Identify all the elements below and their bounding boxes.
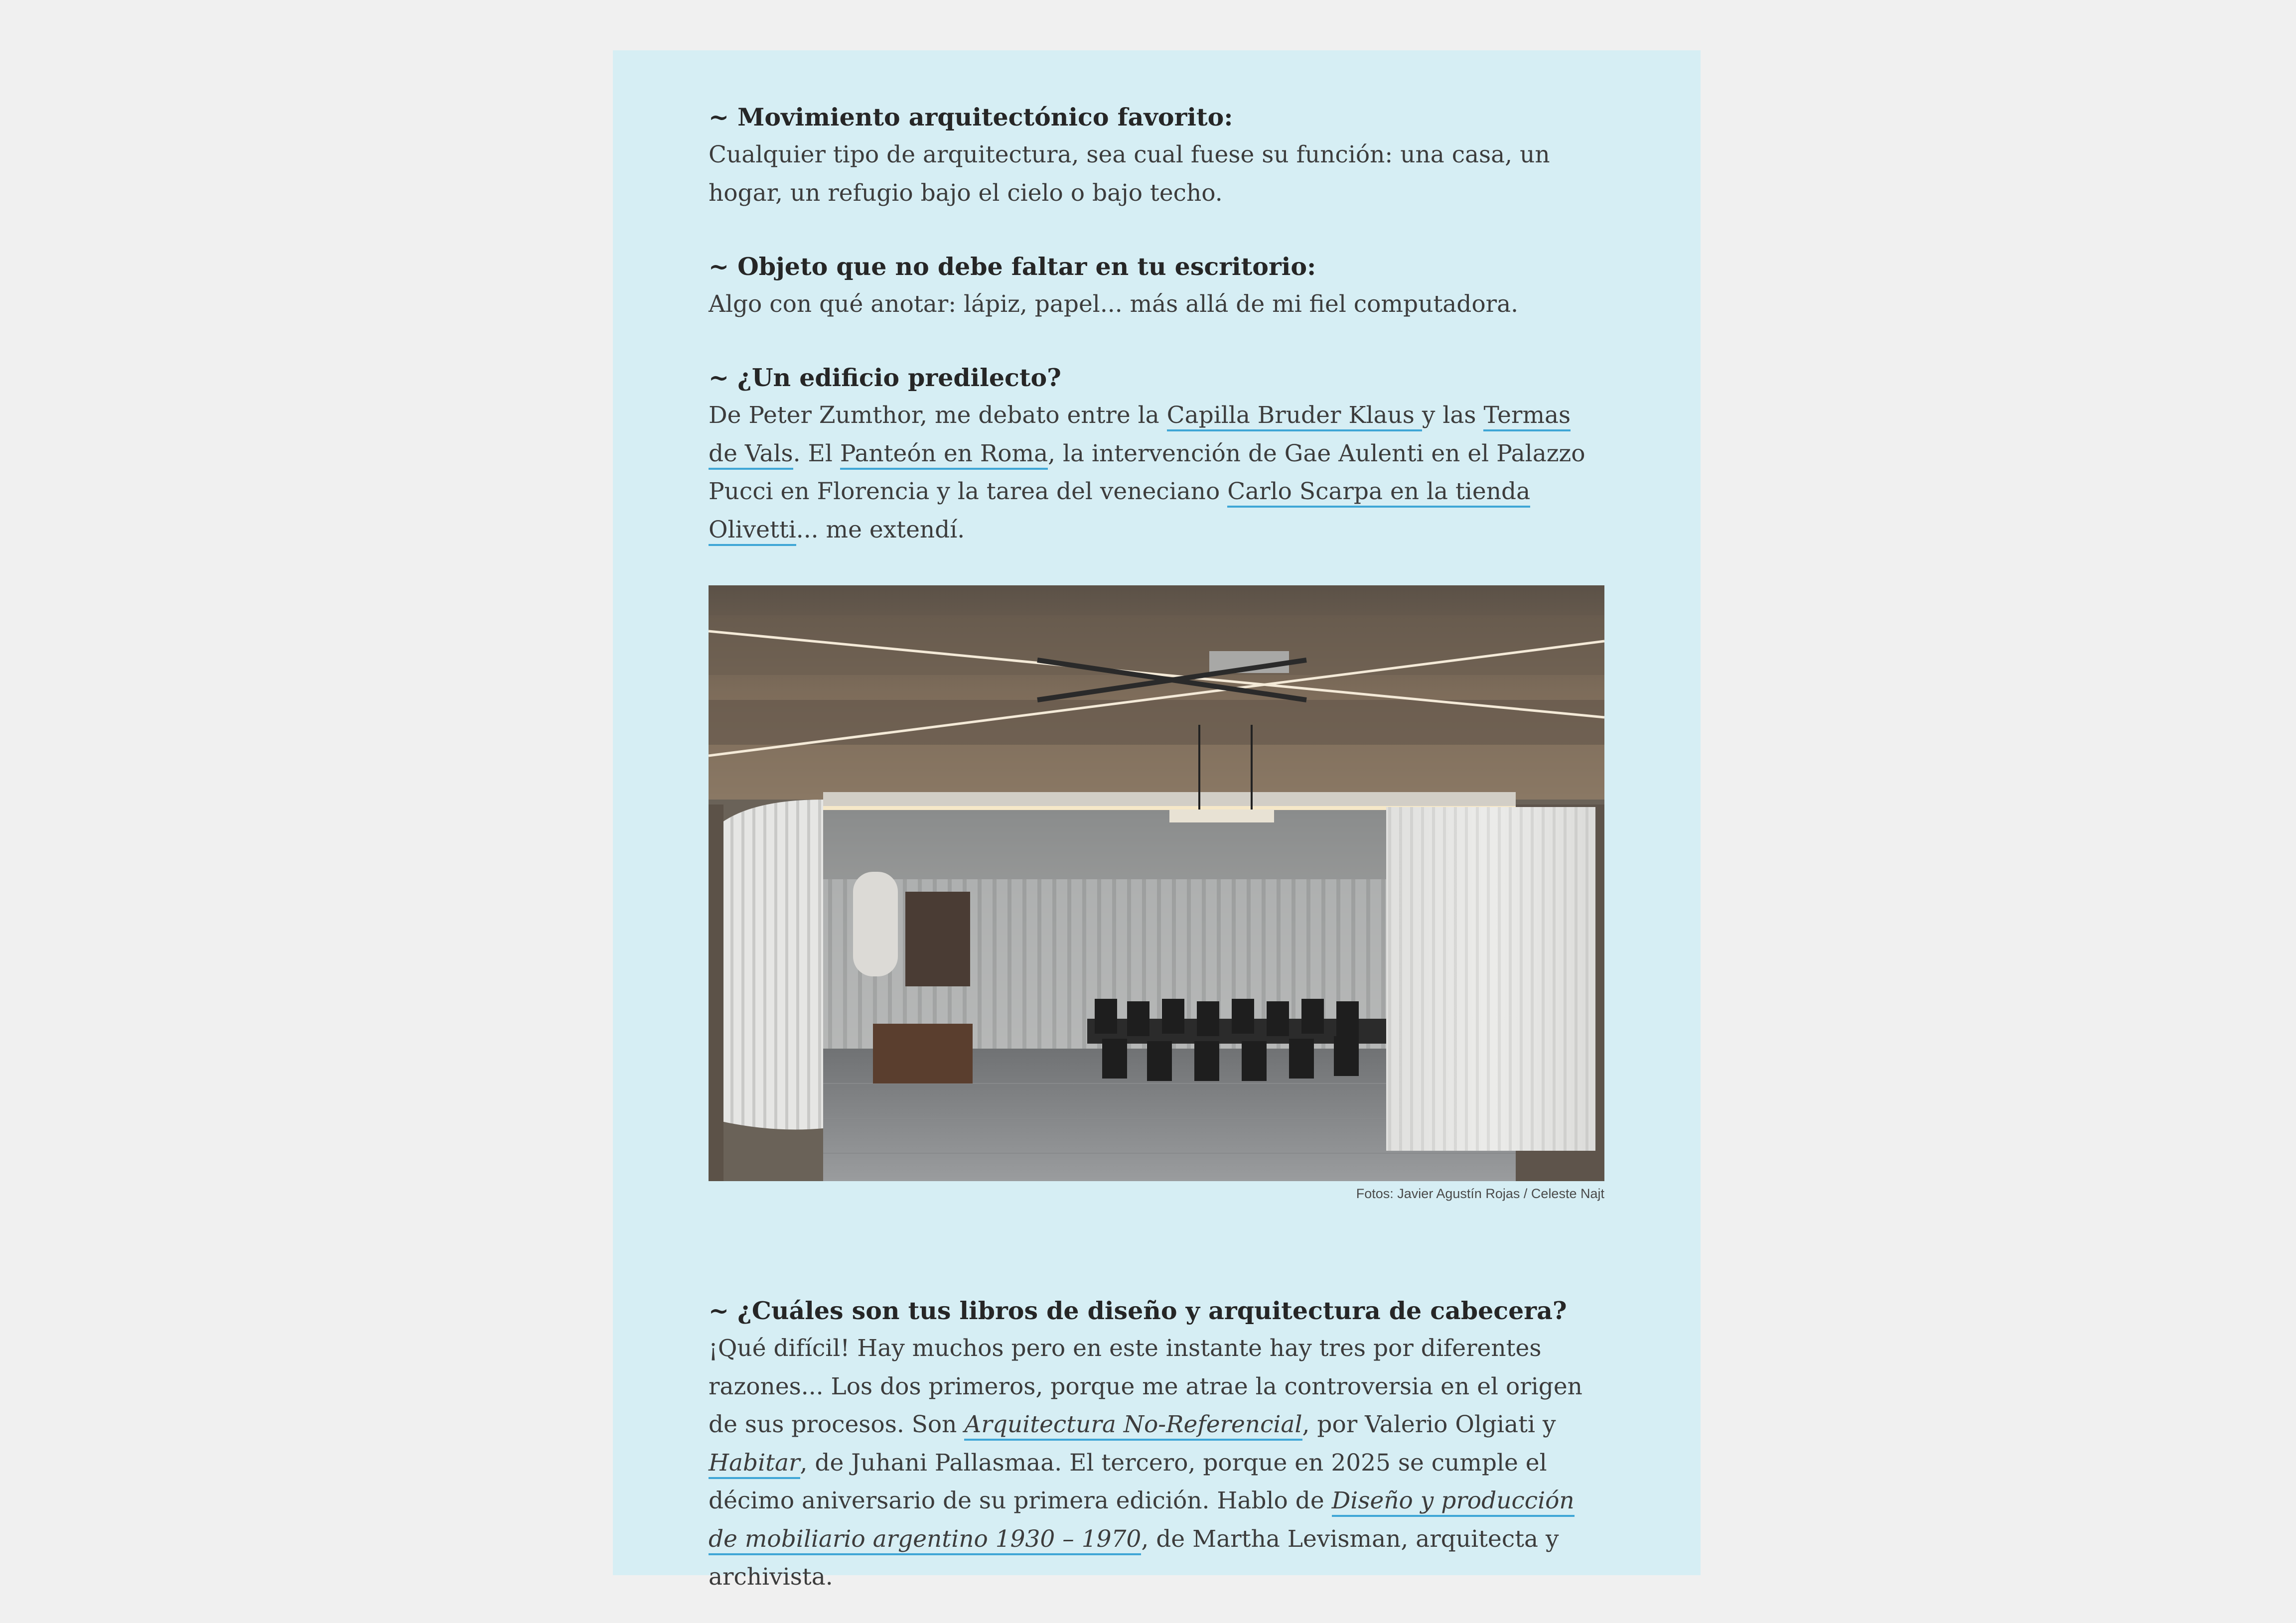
inline-link[interactable]: Termas de Vals: [709, 402, 1571, 470]
inline-link[interactable]: Arquitectura No-Referencial: [964, 1411, 1302, 1441]
body-text-run: y las: [1422, 402, 1484, 429]
inline-link[interactable]: Diseño y producción de mobiliario argentino 1930 – 1970: [709, 1487, 1575, 1555]
body-text-run: De Peter Zumthor, me debato entre la: [709, 402, 1167, 429]
inline-link[interactable]: Carlo Scarpa en la tienda Olivetti: [709, 478, 1530, 546]
body-text-run: ¡Qué difícil! Hay muchos pero en este instante hay tres por diferentes razones... Los dos primeros, porque me atrae la controversia en el origen de sus procesos. Son: [709, 1335, 1582, 1438]
body-text-run: , la intervención de Gae Aulenti en el Palazzo Pucci en Florencia y la tarea del veneciano: [709, 439, 1585, 505]
body-text-run: , por Valerio Olgiati y: [1302, 1411, 1556, 1438]
inline-link[interactable]: Capilla Bruder Klaus: [1167, 402, 1422, 431]
inline-link[interactable]: Habitar: [709, 1449, 800, 1479]
body-text-run: ... me extendí.: [796, 516, 965, 543]
body-text-run: , de Martha Levisman, arquitecta y archivista.: [709, 1525, 1559, 1591]
section-body-favorite-books: [709, 1330, 1604, 1597]
section-heading-favorite-building: ~ ¿Un edificio predilecto?: [709, 363, 1061, 392]
inline-link[interactable]: Panteón en Roma: [840, 440, 1048, 470]
article-card: [613, 50, 1701, 1591]
section-body-desk-object: [709, 285, 1604, 324]
body-text-run: Algo con qué anotar: lápiz, papel... más allá de mi fiel computadora.: [709, 290, 1519, 318]
section-heading-favorite-movement: ~ Movimiento arquitectónico favorito:: [709, 103, 1233, 132]
body-text-run: . El: [793, 439, 840, 467]
photo-credit: Fotos: Javier Agustín Rojas / Celeste Najt: [1356, 1186, 1604, 1201]
body-text-run: , de Juhani Pallasmaa. El tercero, porque en 2025 se cumple el décimo aniversario de su primera edición. Hablo de: [709, 1449, 1547, 1514]
interior-photo: [709, 585, 1604, 1181]
section-body-favorite-building: [709, 397, 1604, 549]
section-heading-desk-object: ~ Objeto que no debe faltar en tu escritorio:: [709, 252, 1316, 281]
section-body-favorite-movement: [709, 136, 1604, 212]
section-heading-favorite-books: ~ ¿Cuáles son tus libros de diseño y arquitectura de cabecera?: [709, 1296, 1567, 1325]
body-text-run: Cualquier tipo de arquitectura, sea cual fuese su función: una casa, un hogar, un refugio bajo el cielo o bajo techo.: [709, 141, 1550, 207]
